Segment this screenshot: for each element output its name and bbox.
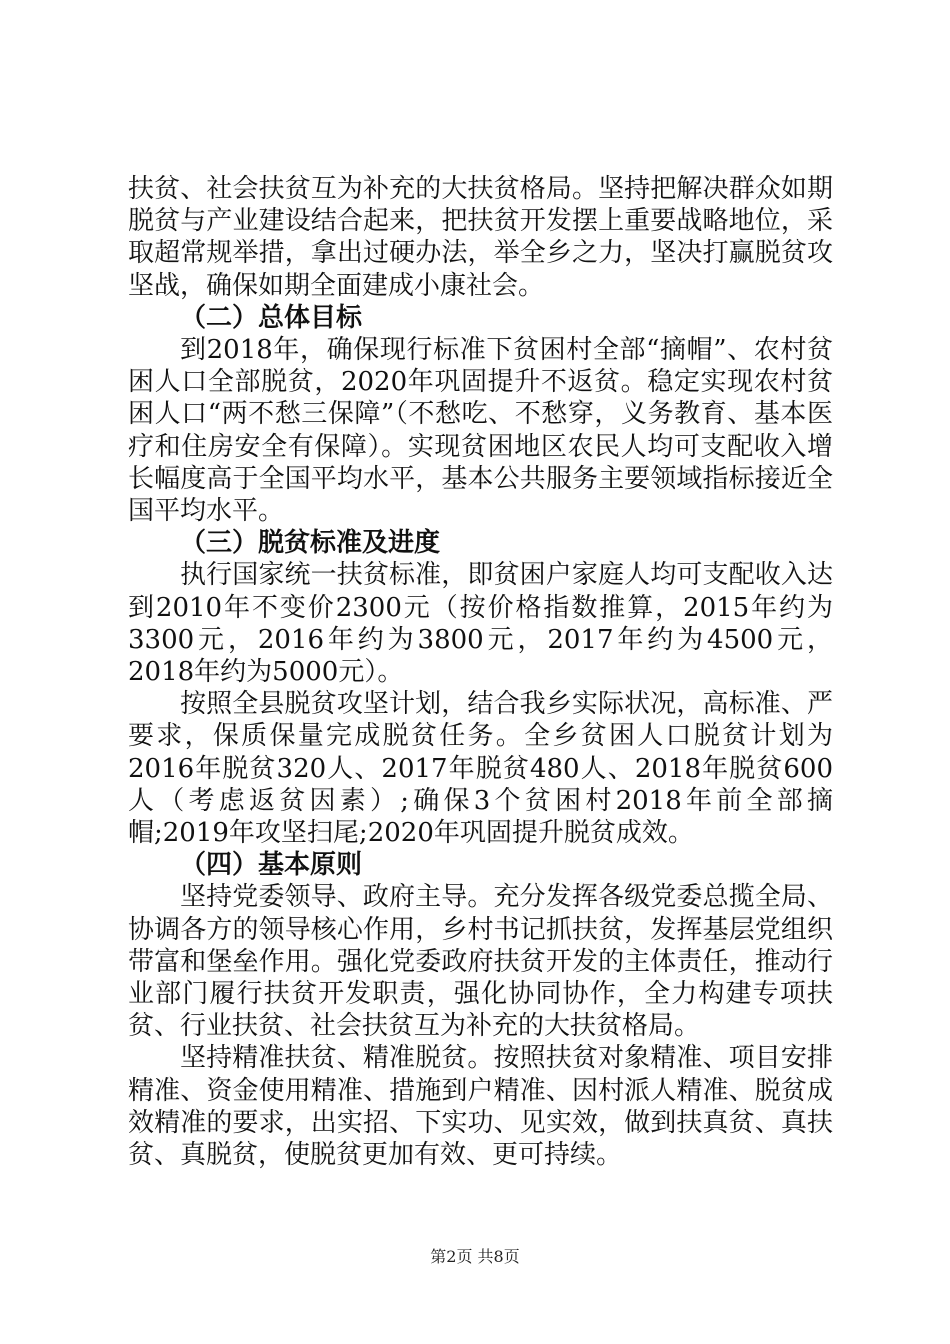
section-heading-standards-progress: （三）脱贫标准及进度	[180, 528, 441, 559]
page-number-footer: 第2页 共8页	[430, 1247, 520, 1266]
document-body	[128, 173, 833, 1171]
paragraph-poverty-plan: 按照全县脱贫攻坚计划，结合我乡实际状况，高标准、严要求，保质保量完成脱贫任务。全乡贫困人口脱贫计划为2016年脱贫320人、2017年脱贫480人、2018年脱贫600人（考虑返贫因素）;确保3个贫困村2018年前全部摘帽;2019年攻坚扫尾;2020年巩固提升脱贫成效。	[128, 689, 833, 849]
paragraph-poverty-standard: 执行国家统一扶贫标准，即贫困户家庭人均可支配收入达到2010年不变价2300元（按价格指数推算，2015年约为3300元，2016年约为3800元，2017年约为4500元，2018年约为5000元）。	[128, 560, 833, 688]
section-heading-overall-goals: （二）总体目标	[180, 302, 363, 333]
paragraph-intro-continued: 扶贫、社会扶贫互为补充的大扶贫格局。坚持把解决群众如期脱贫与产业建设结合起来，把扶贫开发摆上重要战略地位，采取超常规举措，拿出过硬办法，举全乡之力，坚决打赢脱贫攻坚战，确保如期全面建成小康社会。	[128, 174, 833, 301]
paragraph-overall-goals: 到2018年，确保现行标准下贫困村全部“摘帽”、农村贫困人口全部脱贫，2020年巩固提升不返贫。稳定实现农村贫困人口“两不愁三保障”（不愁吃、不愁穿，义务教育、基本医疗和住房安全有保障）。实现贫困地区农民人均可支配收入增长幅度高于全国平均水平，基本公共服务主要领域指标接近全国平均水平。	[128, 335, 833, 527]
section-heading-basic-principles: （四）基本原则	[180, 850, 363, 881]
paragraph-party-leadership: 坚持党委领导、政府主导。充分发挥各级党委总揽全局、协调各方的领导核心作用，乡村书记抓扶贫，发挥基层党组织带富和堡垒作用。强化党委政府扶贫开发的主体责任，推动行业部门履行扶贫开发职责，强化协同协作，全力构建专项扶贫、行业扶贫、社会扶贫互为补充的大扶贫格局。	[128, 882, 833, 1042]
paragraph-precise-poverty-alleviation: 坚持精准扶贫、精准脱贫。按照扶贫对象精准、项目安排精准、资金使用精准、措施到户精准、因村派人精准、脱贫成效精准的要求，出实招、下实功、见实效，做到扶真贫、真扶贫、真脱贫，使脱贫更加有效、更可持续。	[128, 1043, 833, 1171]
